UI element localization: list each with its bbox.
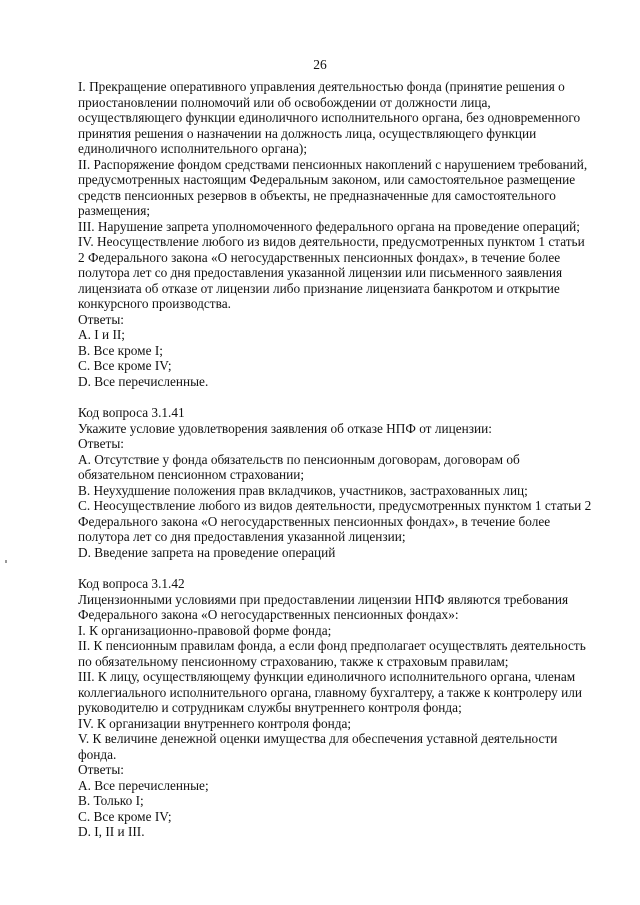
answer-option: обязательном пенсионном страховании; bbox=[78, 467, 305, 482]
text-line: V. К величине денежной оценки имущества для обеспечения уставной деятельности bbox=[78, 731, 558, 746]
answer-option: A. I и II; bbox=[78, 327, 125, 342]
answer-option: C. Все кроме IV; bbox=[78, 808, 172, 824]
scan-artifact bbox=[5, 560, 7, 563]
text-line: 2 Федерального закона «О негосударственных пенсионных фондах», в течение более bbox=[78, 249, 561, 265]
document-body bbox=[78, 79, 598, 840]
paragraph-gap bbox=[78, 560, 598, 576]
question-code: Код вопроса 3.1.42 bbox=[78, 576, 185, 591]
answer-option: C. Неосуществление любого из видов деятельности, предусмотренных пунктом 1 статьи 2 bbox=[78, 498, 592, 513]
text-line: средств пенсионных резервов в объекты, не предназначенные для самостоятельного bbox=[78, 187, 556, 203]
text-line: лицензиата об отказе от лицензии либо признание лицензиата банкротом и открытие bbox=[78, 280, 560, 296]
answer-option: B. Все кроме I; bbox=[78, 342, 163, 358]
text-line: коллегиального исполнительного органа, главному бухгалтеру, а также к контролеру или bbox=[78, 684, 583, 700]
text-line: IV. К организации внутреннего контроля фонда; bbox=[78, 715, 352, 731]
text-line: по обязательному пенсионному страхованию, также к страховым правилам; bbox=[78, 653, 509, 669]
answer-option: D. Все перечисленные. bbox=[78, 373, 209, 389]
text-line: единоличного исполнительного органа); bbox=[78, 141, 308, 156]
answers-heading: Ответы: bbox=[78, 311, 124, 327]
answer-option: B. Неухудшение положения прав вкладчиков, участников, застрахованных лиц; bbox=[78, 482, 528, 498]
question-text: Федерального закона «О негосударственных пенсионных фондах»: bbox=[78, 607, 459, 622]
text-line: I. К организационно-правовой форме фонда; bbox=[78, 622, 332, 638]
answer-option: полутора лет со дня предоставления указанной лицензии; bbox=[78, 529, 406, 544]
answer-option: C. Все кроме IV; bbox=[78, 358, 172, 373]
question-3-1-41 bbox=[78, 405, 598, 560]
answer-option: D. Введение запрета на проведение операций bbox=[78, 544, 336, 560]
answers-heading: Ответы: bbox=[78, 436, 124, 451]
text-line: конкурсного производства. bbox=[78, 296, 231, 311]
question-text: Укажите условие удовлетворения заявления об отказе НПФ от лицензии: bbox=[78, 420, 492, 436]
answer-option: A. Отсутствие у фонда обязательств по пенсионным договорам, договорам об bbox=[78, 451, 520, 467]
page-number: 26 bbox=[313, 57, 327, 72]
answer-option: D. I, II и III. bbox=[78, 824, 145, 839]
text-line: размещения; bbox=[78, 203, 151, 218]
paragraph-gap bbox=[78, 389, 598, 405]
text-line: III. Нарушение запрета уполномоченного федерального органа на проведение операций; bbox=[78, 218, 580, 234]
text-line: предусмотренных настоящим Федеральным законом, или самостоятельное размещение bbox=[78, 172, 576, 187]
answer-option: B. Только I; bbox=[78, 793, 144, 808]
text-line: осуществляющего функции единоличного исполнительного органа, без одновременного bbox=[78, 110, 581, 125]
text-line: III. К лицу, осуществляющему функции единоличного исполнительного органа, членам bbox=[78, 669, 576, 684]
text-line: II. Распоряжение фондом средствами пенсионных накоплений с нарушением требований, bbox=[78, 156, 588, 172]
question-code: Код вопроса 3.1.41 bbox=[78, 405, 185, 420]
text-line: IV. Неосуществление любого из видов деятельности, предусмотренных пунктом 1 статьи bbox=[78, 234, 585, 249]
text-line: I. Прекращение оперативного управления деятельностью фонда (принятие решения о bbox=[78, 79, 565, 94]
text-line: полутора лет со дня предоставления указанной лицензии или письменного заявления bbox=[78, 265, 563, 280]
question-3-1-42 bbox=[78, 576, 598, 840]
text-line: приостановлении полномочий или об освобождении от должности лица, bbox=[78, 94, 491, 110]
answer-option: A. Все перечисленные; bbox=[78, 777, 209, 793]
question-3-1-40-continuation bbox=[78, 79, 598, 389]
question-text: Лицензионными условиями при предоставлении лицензии НПФ являются требования bbox=[78, 591, 569, 607]
text-line: II. К пенсионным правилам фонда, а если фонд предполагает осуществлять деятельность bbox=[78, 638, 586, 653]
answers-heading: Ответы: bbox=[78, 762, 124, 777]
answer-option: Федерального закона «О негосударственных пенсионных фондах», в течение более bbox=[78, 513, 551, 529]
text-line: фонда. bbox=[78, 746, 117, 762]
text-line: руководителю и сотрудникам службы внутреннего контроля фонда; bbox=[78, 700, 462, 715]
text-line: принятия решения о назначении на должность лица, осуществляющего функции bbox=[78, 125, 537, 141]
